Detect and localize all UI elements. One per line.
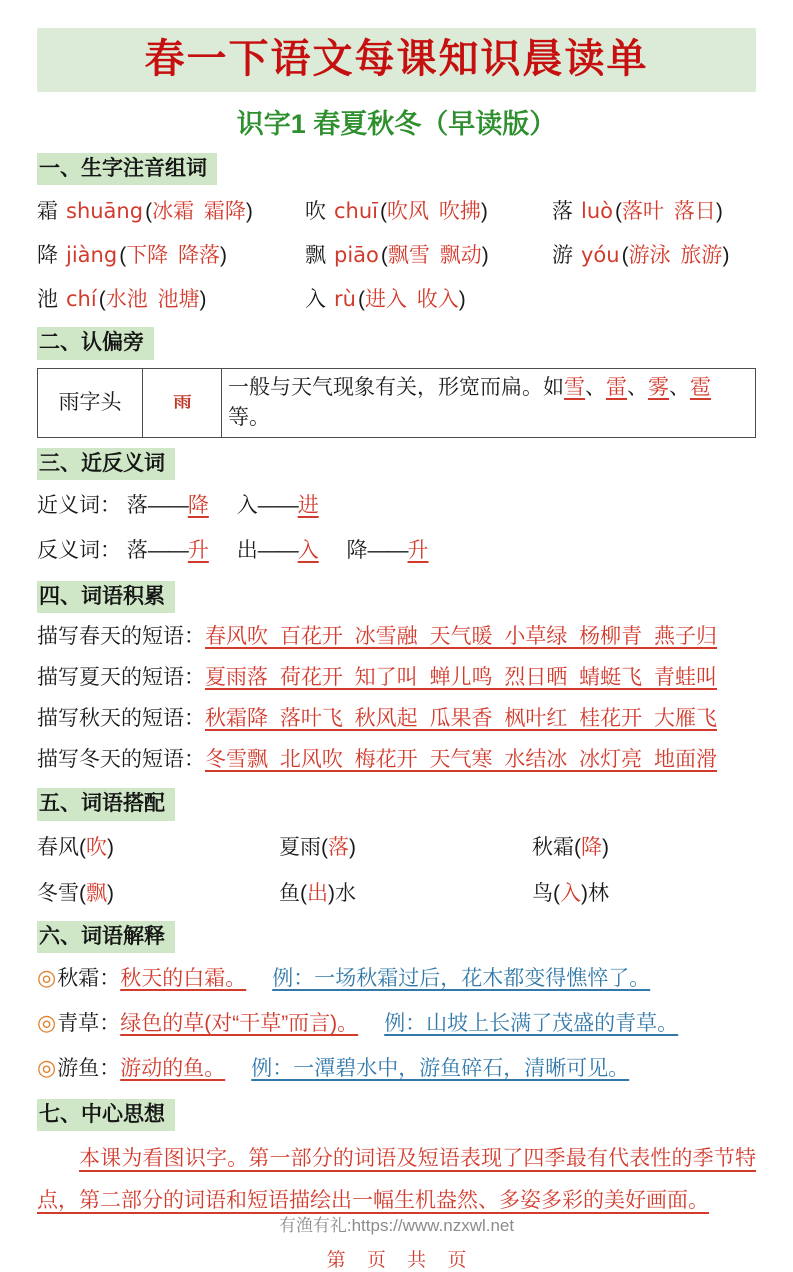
- new-character: 飘: [305, 244, 326, 268]
- definition-row: [37, 956, 756, 1001]
- open-paren: (: [357, 288, 365, 312]
- pinyin: chuī: [334, 199, 378, 224]
- circle-bullet-icon: ◎: [37, 1010, 57, 1036]
- open-paren: (: [119, 244, 127, 268]
- phrase-label: 描写秋天的短语：: [37, 707, 205, 731]
- pairing-item: [37, 877, 279, 911]
- section-word-pairing: [37, 780, 756, 910]
- close-paren: ): [107, 835, 114, 859]
- pair-answer: 升: [187, 539, 209, 563]
- character-entry: [305, 282, 552, 317]
- pairing-answer: 降: [581, 835, 602, 859]
- pairing-pre: 鱼: [279, 881, 300, 905]
- grid-spacer: [552, 282, 756, 317]
- phrase-label: 描写冬天的短语：: [37, 748, 205, 772]
- dun-separator: 、: [585, 375, 606, 399]
- example-words: 落叶 落日: [622, 200, 716, 224]
- antonyms-line: [37, 528, 756, 573]
- lesson-subtitle: 识字1 春夏秋冬（早读版）: [236, 109, 557, 139]
- radical-name-cell: 雨字头: [38, 368, 143, 437]
- phrase-row: [37, 616, 756, 657]
- pairing-item: [532, 831, 756, 865]
- pair-word: 落: [126, 539, 148, 563]
- pairing-pre: 夏雨: [279, 835, 321, 859]
- phrase-list: 秋霜降 落叶飞 秋风起 瓜果香 枫叶红 桂花开 大雁飞: [205, 707, 718, 731]
- phrase-label: 描写春天的短语：: [37, 625, 205, 649]
- character-entry: [305, 238, 552, 273]
- synonyms-line: [37, 483, 756, 528]
- section-word-definitions: [37, 913, 756, 1091]
- close-paren: ): [722, 244, 730, 268]
- open-paren: (: [300, 881, 307, 905]
- new-character: 池: [37, 288, 58, 312]
- section-characters: [37, 145, 756, 317]
- synonyms-label: 近义词：: [37, 494, 121, 518]
- close-paren: ): [199, 288, 207, 312]
- pairing-item: [532, 877, 756, 911]
- definition-text: 绿色的草(对“干草”而言)。: [120, 1012, 359, 1036]
- phrase-list: 夏雨落 荷花开 知了叫 蝉儿鸣 烈日晒 蜻蜓飞 青蛙叫: [205, 666, 718, 690]
- phrase-list: 冬雪飘 北风吹 梅花开 天气寒 水结冰 冰灯亮 地面滑: [205, 748, 718, 772]
- pairing-answer: 出: [307, 881, 328, 905]
- section-heading-4: 四、词语积累: [37, 581, 175, 613]
- close-paren: ): [481, 244, 489, 268]
- pinyin: chí: [66, 287, 97, 312]
- pair-word: 入: [236, 494, 258, 518]
- dash: ——: [147, 539, 188, 563]
- page-number-footer: 第 页 共 页: [326, 1250, 467, 1272]
- open-paren: (: [380, 200, 387, 224]
- main-idea-paragraph: 本课为看图识字。第一部分的词语及短语表现了四季最有代表性的季节特点，第二部分的词语和短语描绘出一幅生机盎然、多姿多彩的美好画面。: [37, 1147, 756, 1213]
- pairing-item: [37, 831, 279, 865]
- pinyin: yóu: [581, 243, 620, 268]
- new-character: 吹: [305, 200, 326, 224]
- definition-row: [37, 1001, 756, 1046]
- pairing-pre: 冬雪: [37, 881, 79, 905]
- close-paren: ): [602, 835, 609, 859]
- pair-answer: 入: [297, 539, 319, 563]
- watermark: 有渔有礼:https://www.nzxwl.net: [278, 1216, 515, 1236]
- pair-word: 出: [236, 539, 258, 563]
- pairing-item: [279, 831, 532, 865]
- section-heading-3: 三、近反义词: [37, 448, 175, 480]
- page-title: 春一下语文每课知识晨读单: [144, 37, 649, 81]
- character-entry: [37, 238, 305, 273]
- new-character: 游: [552, 244, 573, 268]
- pairing-answer: 入: [560, 881, 581, 905]
- pinyin: jiàng: [66, 243, 118, 268]
- example-words: 下降 降落: [126, 244, 221, 268]
- open-paren: (: [98, 288, 106, 312]
- close-paren: ): [245, 200, 253, 224]
- circle-bullet-icon: ◎: [37, 1055, 57, 1081]
- character-entry: [305, 194, 552, 229]
- pair-answer: 进: [297, 494, 319, 518]
- section-heading-1: 一、生字注音组词: [37, 153, 217, 185]
- new-character: 霜: [37, 200, 58, 224]
- section-main-idea: [37, 1091, 756, 1222]
- definition-text: 秋天的白霜。: [120, 967, 247, 991]
- radical-desc-pre: 一般与天气现象有关，形宽而扁。如: [228, 375, 564, 399]
- phrase-row: [37, 739, 756, 780]
- word-pair: [347, 539, 429, 562]
- pinyin: rù: [334, 287, 356, 312]
- open-paren: (: [553, 881, 560, 905]
- section-heading-6: 六、词语解释: [37, 921, 175, 953]
- pinyin: shuāng: [66, 199, 144, 224]
- open-paren: (: [621, 244, 629, 268]
- definition-term: 游鱼：: [57, 1057, 121, 1081]
- section-heading-5: 五、词语搭配: [37, 788, 175, 820]
- example-sentence: 例：山坡上长满了茂盛的青草。: [384, 1012, 679, 1036]
- phrase-row: [37, 698, 756, 739]
- open-paren: (: [145, 200, 153, 224]
- pair-word: 降: [346, 539, 368, 563]
- pinyin: piāo: [334, 243, 379, 268]
- open-paren: (: [574, 835, 581, 859]
- close-paren: ): [458, 288, 466, 312]
- section-radical: [37, 319, 756, 437]
- pairing-grid: [37, 831, 756, 911]
- pair-answer: 升: [407, 539, 429, 563]
- definition-row: [37, 1046, 756, 1091]
- dun-separator: 、: [627, 375, 648, 399]
- open-paren: (: [380, 244, 388, 268]
- close-paren: ): [328, 881, 335, 905]
- radical-example-char: 雷: [606, 375, 627, 399]
- word-pair: [127, 494, 209, 517]
- dash: ——: [257, 494, 298, 518]
- close-paren: ): [480, 200, 488, 224]
- open-paren: (: [79, 835, 86, 859]
- pairing-answer: 吹: [86, 835, 107, 859]
- phrase-list: 春风吹 百花开 冰雪融 天气暖 小草绿 杨柳青 燕子归: [205, 625, 718, 649]
- new-character: 降: [37, 244, 58, 268]
- section-phrase-accumulation: [37, 573, 756, 780]
- close-paren: ): [107, 881, 114, 905]
- circle-bullet-icon: ◎: [37, 965, 57, 991]
- example-words: 吹风 吹拂: [387, 200, 481, 224]
- close-paren: ): [220, 244, 228, 268]
- pairing-item: [279, 877, 532, 911]
- definition-term: 秋霜：: [57, 967, 121, 991]
- dun-separator: 、: [669, 375, 690, 399]
- pairing-pre: 鸟: [532, 881, 553, 905]
- character-entry: [552, 238, 756, 273]
- example-words: 进入 收入: [364, 288, 459, 312]
- new-character: 落: [552, 200, 573, 224]
- pairing-pre: 春风: [37, 835, 79, 859]
- example-sentence: 例：一潭碧水中，游鱼碎石，清晰可见。: [251, 1057, 630, 1081]
- open-paren: (: [321, 835, 328, 859]
- word-pair: [237, 494, 319, 517]
- new-character: 入: [305, 288, 326, 312]
- dash: ——: [257, 539, 298, 563]
- radical-table: [37, 368, 756, 438]
- rain-radical-icon: 雨: [172, 394, 192, 411]
- definition-term: 青草：: [57, 1012, 121, 1036]
- pairing-pre: 秋霜: [532, 835, 574, 859]
- dash: ——: [147, 494, 188, 518]
- word-pair: [127, 539, 209, 562]
- example-words: 游泳 旅游: [628, 244, 723, 268]
- radical-glyph-cell: [143, 368, 222, 437]
- antonyms-label: 反义词：: [37, 539, 121, 563]
- pinyin: luò: [581, 199, 613, 224]
- radical-desc-cell: [222, 368, 756, 437]
- pairing-post: 林: [588, 881, 609, 905]
- pairing-answer: 飘: [86, 881, 107, 905]
- radical-example-char: 雪: [564, 375, 585, 399]
- open-paren: (: [615, 200, 622, 224]
- close-paren: ): [581, 881, 588, 905]
- example-words: 冰霜 霜降: [152, 200, 246, 224]
- radical-example-char: 雾: [648, 375, 669, 399]
- phrase-row: [37, 657, 756, 698]
- definition-text: 游动的鱼。: [120, 1057, 226, 1081]
- character-grid: [37, 194, 756, 317]
- phrase-label: 描写夏天的短语：: [37, 666, 205, 690]
- close-paren: ): [715, 200, 723, 224]
- title-band: [37, 28, 756, 92]
- radical-desc-post: 等。: [228, 405, 270, 429]
- pairing-post: 水: [335, 881, 356, 905]
- pair-word: 落: [126, 494, 148, 518]
- pair-answer: 降: [187, 494, 209, 518]
- open-paren: (: [79, 881, 86, 905]
- character-entry: [37, 282, 305, 317]
- radical-example-char: 雹: [690, 375, 711, 399]
- section-synonyms-antonyms: [37, 440, 756, 573]
- dash: ——: [367, 539, 408, 563]
- example-words: 飘雪 飘动: [387, 244, 482, 268]
- section-heading-7: 七、中心思想: [37, 1099, 175, 1131]
- example-words: 水池 池塘: [105, 288, 200, 312]
- section-heading-2: 二、认偏旁: [37, 327, 154, 359]
- character-entry: [37, 194, 305, 229]
- close-paren: ): [349, 835, 356, 859]
- word-pair: [237, 539, 319, 562]
- example-sentence: 例：一场秋霜过后，花木都变得憔悴了。: [272, 967, 651, 991]
- character-entry: [552, 194, 756, 229]
- pairing-answer: 落: [328, 835, 349, 859]
- radical-row: [38, 368, 756, 437]
